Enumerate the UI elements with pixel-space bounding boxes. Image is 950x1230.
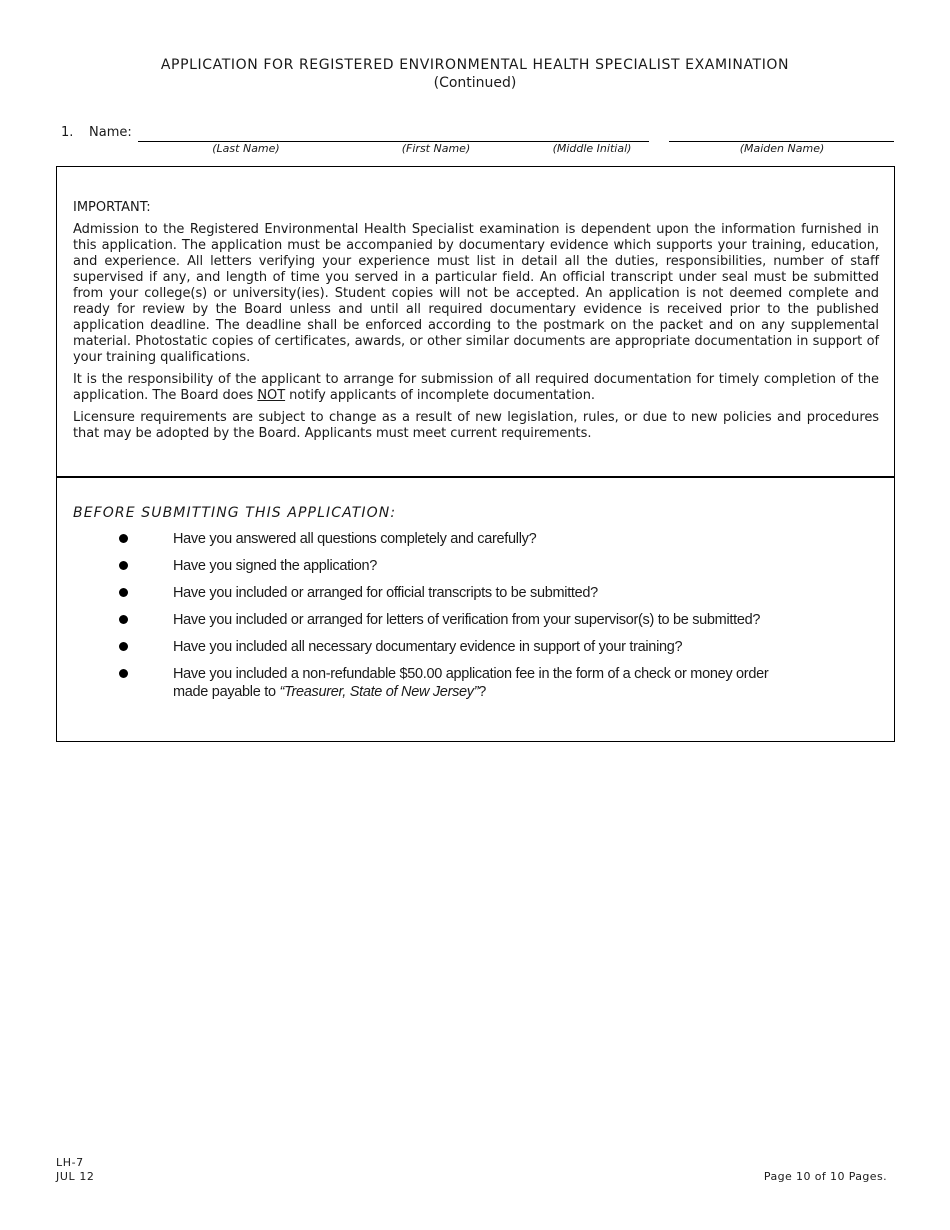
first-name-caption: (First Name): [401, 142, 471, 155]
bullet-icon: [119, 615, 128, 624]
fee-item-line-1: Have you included a non-refundable $50.00 application fee in the form of a check or money order: [173, 666, 769, 682]
checklist-item-text: Have you included or arranged for official transcripts to be submitted?: [173, 585, 598, 601]
important-paragraph-2: [73, 372, 879, 404]
important-text: [73, 222, 879, 448]
checklist-item: [57, 530, 896, 548]
bullet-icon: [119, 669, 128, 678]
important-box: [56, 166, 895, 477]
bullet-icon: [119, 534, 128, 543]
checklist: [57, 530, 896, 710]
form-code: LH-7: [56, 1156, 84, 1169]
paragraph-2-text-end: notify applicants of incomplete documentation.: [285, 388, 595, 403]
form-code-block: [56, 1156, 95, 1184]
fee-item-question-mark: ?: [478, 684, 487, 700]
checklist-item: [57, 584, 896, 602]
checklist-item-text: Have you signed the application?: [173, 558, 378, 574]
form-title: APPLICATION FOR REGISTERED ENVIRONMENTAL HEALTH SPECIALIST EXAMINATION: [160, 57, 790, 73]
not-emphasis: NOT: [257, 388, 286, 403]
important-paragraph-1: Admission to the Registered Environmental Health Specialist examination is dependent upon the information furnished in this application. The application must be accompanied by documentary evidence which supports your training, education, and experience. All letters verifying your experience must list in detail all the duties, responsibilities, number of staff supervised if any, and length of time you served in a particular field. An official transcript under seal must be submitted from your college(s) or university(ies). Student copies will not be accepted. An application is not deemed complete and ready for review by the Board unless and until all required documentary evidence is received prior to the published application deadline. The deadline shall be enforced according to the postmark on the packet and on any supplemental material. Photostatic copies of certificates, awards, or other similar documents are appropriate documentation in support of your training qualifications.: [73, 222, 879, 365]
bullet-icon: [119, 561, 128, 570]
middle-initial-caption: (Middle Initial): [552, 142, 632, 155]
name-item-number: 1.: [61, 125, 74, 140]
important-heading: IMPORTANT:: [73, 200, 151, 215]
checklist-box: [56, 477, 895, 742]
bullet-icon: [119, 642, 128, 651]
last-name-caption: (Last Name): [212, 142, 280, 155]
form-date: JUL 12: [56, 1170, 95, 1183]
checklist-item: [57, 557, 896, 575]
checklist-item-text: Have you included or arranged for letters of verification from your supervisor(s) to be submitted?: [173, 612, 761, 628]
payee-name: “Treasurer, State of New Jersey”: [279, 684, 479, 700]
paragraph-2-text-start: It is the responsibility of the applicant to arrange for submission of all required documentation for timely completion of the application. The Board does: [73, 372, 879, 403]
checklist-item-fee: [57, 665, 896, 701]
checklist-item: [57, 638, 896, 656]
checklist-heading: BEFORE SUBMITTING THIS APPLICATION:: [73, 505, 397, 521]
bullet-icon: [119, 588, 128, 597]
maiden-name-caption: (Maiden Name): [739, 142, 825, 155]
checklist-item-text: Have you included all necessary documentary evidence in support of your training?: [173, 639, 683, 655]
name-label: Name:: [89, 125, 132, 140]
important-paragraph-3: Licensure requirements are subject to change as a result of new legislation, rules, or due to new policies and procedures that may be adopted by the Board. Applicants must meet current requirements.: [73, 410, 879, 441]
checklist-item: [57, 611, 896, 629]
page-number: Page 10 of 10 Pages.: [763, 1170, 887, 1183]
checklist-item-text: Have you answered all questions completely and carefully?: [173, 531, 537, 547]
fee-item-line-2: made payable to: [173, 684, 280, 700]
form-subtitle: (Continued): [433, 75, 517, 91]
